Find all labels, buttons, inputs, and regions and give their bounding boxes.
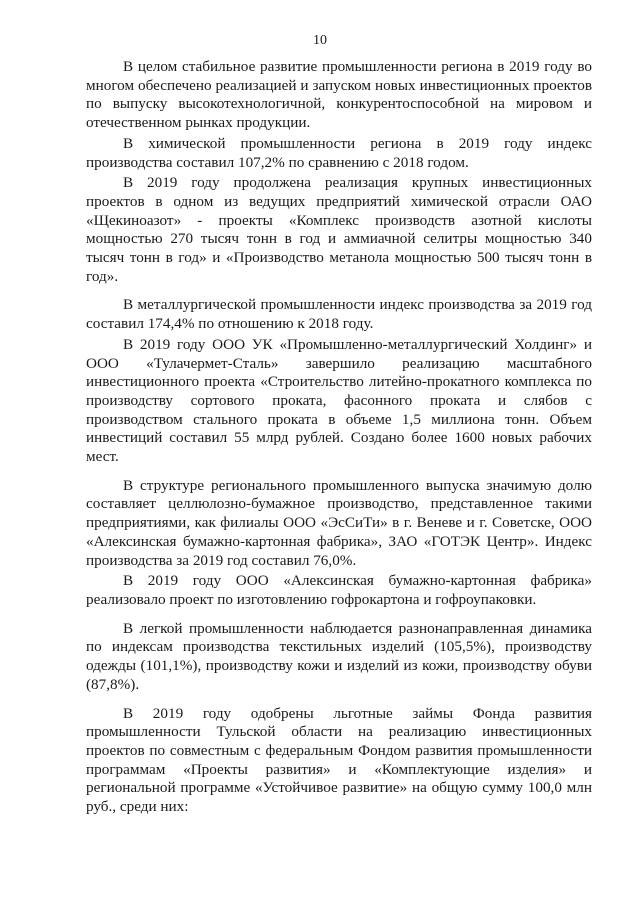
document-body (86, 58, 592, 817)
paragraph-aleksin-project: В 2019 году ООО «Алексинская бумажно-картонная фабрика» реализовало проект по изготовлению гофрокартона и гофроупаковки. (86, 572, 592, 608)
paragraph-industry-overview: В целом стабильное развитие промышленности региона в 2019 году во многом обеспечено реализацией и запуском новых инвестиционных проектов по выпуску высокотехнологичной, конкурентоспособной на мировом и отечественном рынках продукции. (86, 58, 592, 132)
paragraph-chemical-index: В химической промышленности региона в 2019 году индекс производства составил 107,2% по сравнению с 2018 годом. (86, 134, 592, 171)
paragraph-pulp-paper: В структуре регионального промышленного выпуска значимую долю составляет целлюлозно-бумажное производство, представленное такими предприятиями, как филиалы ООО «ЭсСиТи» в г. Веневе и г. Советске, ООО «Алексинская бумажно-картонная фабрика», ЗАО «ГОТЭК Центр». Индекс производства за 2019 год составил 76,0%. (86, 476, 592, 569)
paragraph-light-industry: В легкой промышленности наблюдается разнонаправленная динамика по индексам производства текстильных изделий (105,5%), производству одежды (101,1%), производству кожи и изделий из кожи, производству обуви (87,8%). (86, 619, 592, 693)
paragraph-tulachermet-project: В 2019 году ООО УК «Промышленно-металлургический Холдинг» и ООО «Тулачермет-Сталь» завершило реализацию масштабного инвестиционного проекта «Строительство литейно-прокатного комплекса по производству сортового проката, фасонного проката и слябов с производством стального проката в объеме 1,5 миллиона тонн. Объем инвестиций составил 55 млрд рублей. Создано более 1600 новых рабочих мест. (86, 335, 592, 466)
paragraph-shchekinoazot-projects: В 2019 году продолжена реализация крупных инвестиционных проектов в одном из ведущих предприятий химической отрасли ОАО «Щекиноазот» - проекты «Комплекс производств азотной кислоты мощностью 270 тысяч тонн в год и аммиачной селитры мощностью 340 тысяч тонн в год» и «Производство метанола мощностью 500 тысяч тонн в год». (86, 174, 592, 285)
paragraph-metallurgy-index: В металлургической промышленности индекс производства за 2019 год составил 174,4% по отношению к 2018 году. (86, 296, 592, 333)
paragraph-loans: В 2019 году одобрены льготные займы Фонда развития промышленности Тульской области на реализацию инвестиционных проектов по совместным с федеральным Фондом развития промышленности программам «Проекты развития» и «Комплектующие изделия» и региональной программе «Устойчивое развитие» на общую сумму 100,0 млн руб., среди них: (86, 704, 592, 816)
page-number: 10 (313, 33, 327, 48)
